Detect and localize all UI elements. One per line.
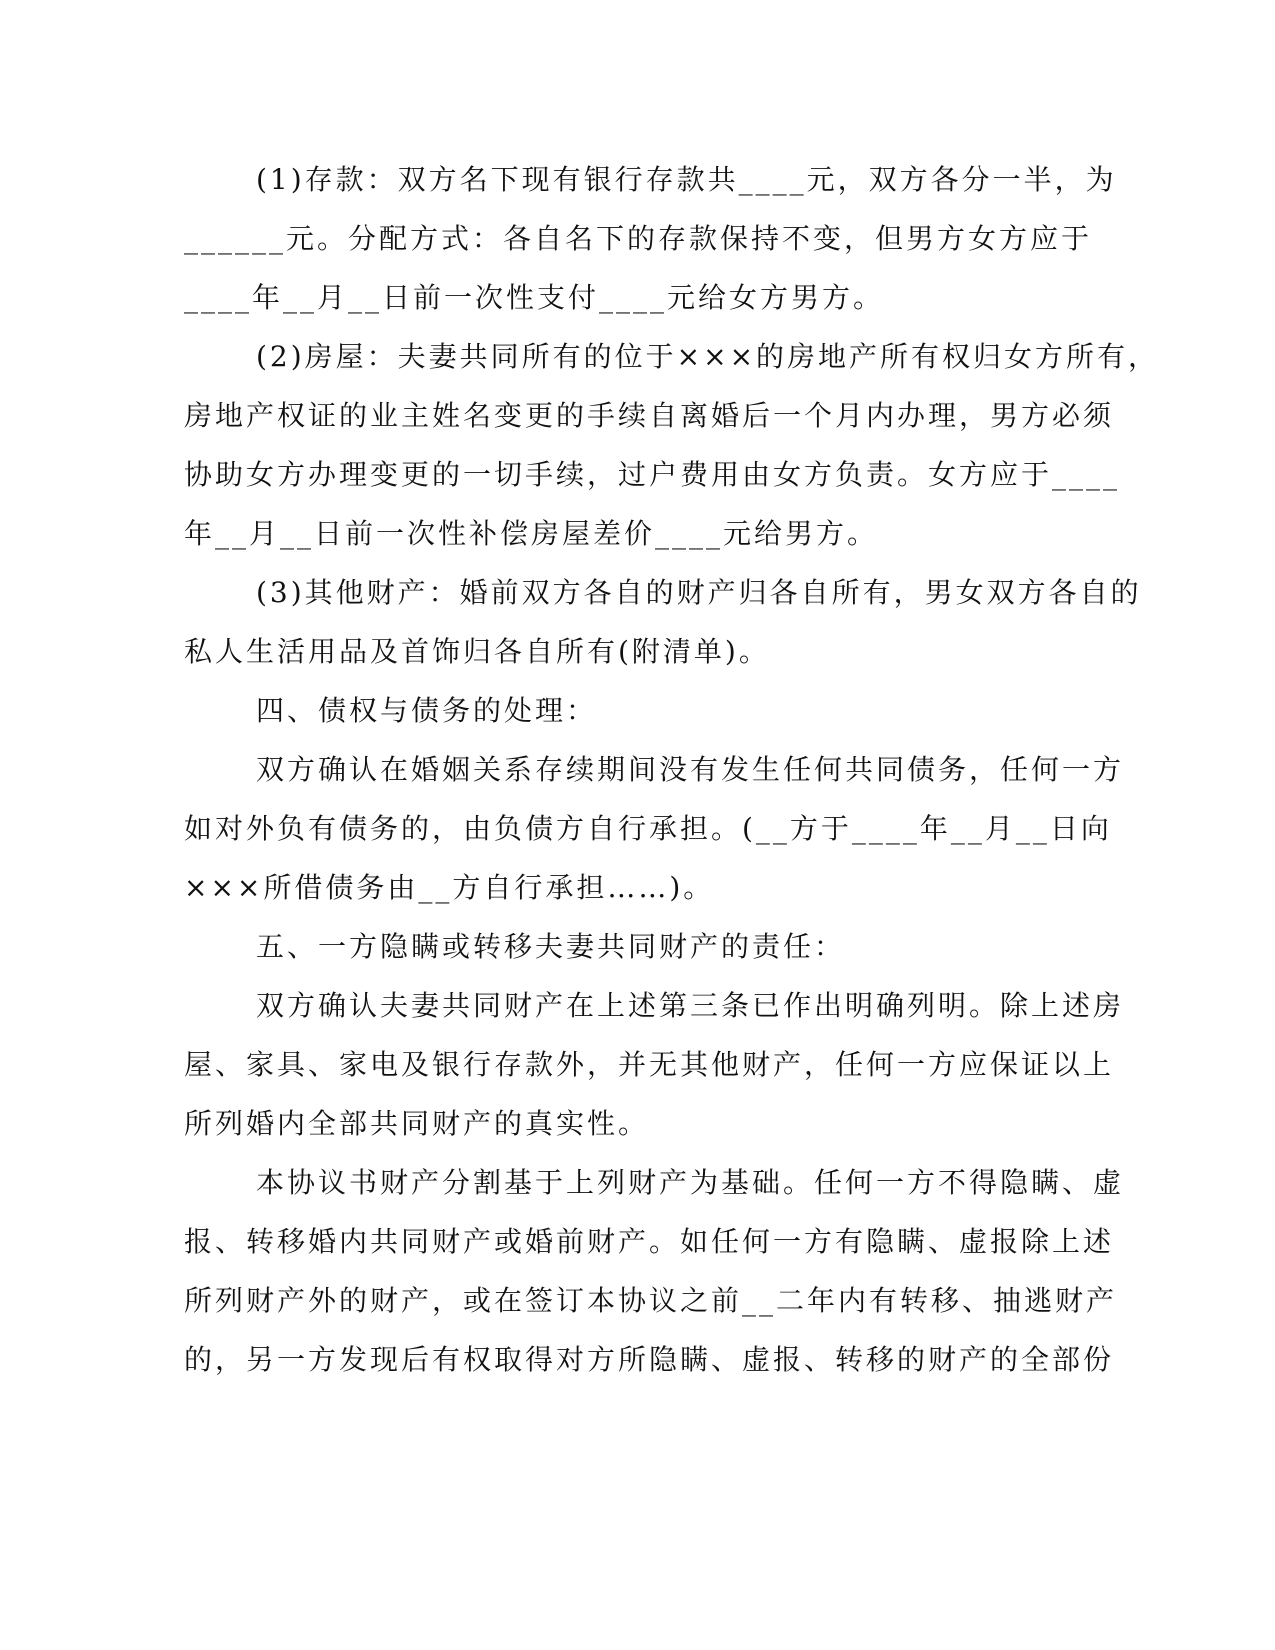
paragraph-line: 所列财产外的财产，或在签订本协议之前__二年内有转移、抽逃财产: [184, 1284, 1118, 1317]
paragraph-line: 双方确认夫妻共同财产在上述第三条已作出明确列明。除上述房: [256, 989, 1125, 1022]
paragraph-line: 年__月__日前一次性补偿房屋差价____元给男方。: [184, 517, 879, 550]
paragraph-line: 的，另一方发现后有权取得对方所隐瞒、虚报、转移的财产的全部份: [184, 1343, 1115, 1376]
paragraph-line: ____年__月__日前一次性支付____元给女方男方。: [184, 281, 885, 314]
paragraph-line: (1)存款：双方名下现有银行存款共____元，双方各分一半，为: [256, 163, 1117, 196]
paragraph-line: 双方确认在婚姻关系存续期间没有发生任何共同债务，任何一方: [256, 753, 1125, 786]
paragraph-line: 报、转移婚内共同财产或婚前财产。如任何一方有隐瞒、虚报除上述: [184, 1225, 1115, 1258]
paragraph-line: (2)房屋：夫妻共同所有的位于×××的房地产所有权归女方所有，: [256, 340, 1160, 373]
paragraph-line: 所列婚内全部共同财产的真实性。: [184, 1107, 650, 1140]
paragraph-line: 如对外负有债务的，由负债方自行承担。(__方于____年__月__日向: [184, 812, 1112, 845]
section-heading: 五、一方隐瞒或转移夫妻共同财产的责任：: [256, 930, 846, 963]
paragraph-line: 协助女方办理变更的一切手续，过户费用由女方负责。女方应于____: [184, 458, 1121, 491]
paragraph-line: ×××所借债务由__方自行承担……)。: [184, 871, 715, 904]
paragraph-line: 本协议书财产分割基于上列财产为基础。任何一方不得隐瞒、虚: [256, 1166, 1125, 1199]
section-heading: 四、债权与债务的处理：: [256, 694, 598, 727]
paragraph-line: 屋、家具、家电及银行存款外，并无其他财产，任何一方应保证以上: [184, 1048, 1115, 1081]
paragraph-line: (3)其他财产：婚前双方各自的财产归各自所有，男女双方各自的: [256, 576, 1142, 609]
document-body: [184, 150, 1160, 1389]
paragraph-line: 私人生活用品及首饰归各自所有(附清单)。: [184, 635, 770, 668]
paragraph-line: 房地产权证的业主姓名变更的手续自离婚后一个月内办理，男方必须: [184, 399, 1115, 432]
paragraph-line: ______元。分配方式：各自名下的存款保持不变，但男方女方应于: [184, 222, 1093, 255]
